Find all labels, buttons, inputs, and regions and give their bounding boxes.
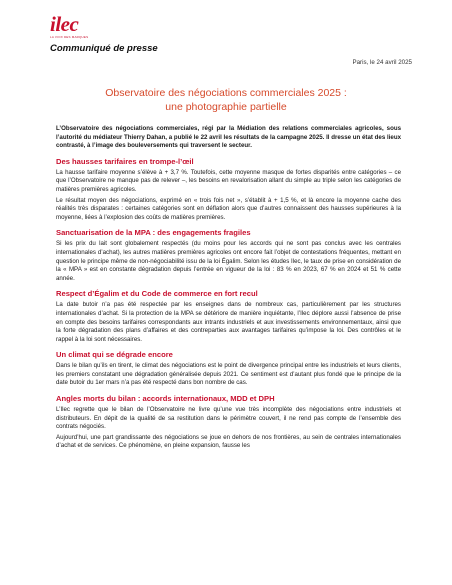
- section-paragraph: Aujourd’hui, une part grandissante des négociations se joue en dehors de nos frontières, au sein de centrales internationales d’achat et de services. Ce phénomène, en pleine expansion, fausse les: [56, 433, 401, 450]
- logo-wordmark: ilec: [50, 12, 79, 36]
- section-paragraph: Dans le bilan qu’ils en tirent, le climat des négociations est le point de divergence principal entre les industriels et leurs clients, les premiers constatant une dégradation généralisée depuis 2021. Ce sentiment est d’autant plus fondé que le principe de la date butoir du 1er mars n’a pas été respecté dans bon nombre de cas.: [56, 362, 401, 387]
- section-heading: Respect d’Égalim et du Code de commerce en fort recul: [56, 289, 258, 299]
- section-heading: Sanctuarisation de la MPA : des engagements fragiles: [56, 228, 251, 238]
- section-heading: Des hausses tarifaires en trompe-l’œil: [56, 156, 194, 166]
- logo-tagline: LA VOIX DES MARQUES: [50, 35, 89, 39]
- section-paragraph: L’Ilec regrette que le bilan de l’Observatoire ne livre qu’une vue très incomplète des négociations entre industriels et distributeurs. En dépit de la qualité de sa restitution dans le périmètre couvert, il ne rend pas compte de l’ensemble des contrats négociés.: [56, 406, 401, 431]
- title-line-2: une photographie partielle: [165, 101, 287, 113]
- document-body: [56, 125, 401, 453]
- section-paragraph: La date butoir n’a pas été respectée par les enseignes dans de nombreux cas, particulièrement par les structures internationales d’achat. Si la protection de la MPA se détériore de manière inquiétante, l’Ilec déplore aussi l’absence de prise en compte des besoins tarifaires correspondants aux intrants industriels et aux investissements environnementaux, ainsi que la forte dégradation des plans d’affaires et des contreparties aux avantages tarifaires qu’impose la loi. Des contrôles et le rappel à la loi sont nécessaires.: [56, 301, 401, 343]
- title-line-1: Observatoire des négociations commerciales 2025 :: [105, 87, 347, 99]
- intro-paragraph: L’Observatoire des négociations commerciales, régi par la Médiation des relations commerciales agricoles, sous l’autorité du médiateur Thierry Dahan, a publié le 22 avril les résultats de la campagne 2025. Il dresse un état des lieux contrasté, à l’image des bouleversements qui traversent le secteur.: [56, 125, 401, 150]
- section-heading: Angles morts du bilan : accords internationaux, MDD et DPH: [56, 394, 275, 404]
- section-paragraph: La hausse tarifaire moyenne s’élève à + 3,7 %. Toutefois, cette moyenne masque de fortes disparités entre catégories – ce que l’Observatoire ne manque pas de relever –, les besoins en revalorisation allant du simple au triple selon les catégories de matières premières agricoles.: [56, 168, 401, 193]
- page-title: [60, 86, 392, 114]
- document-type: Communiqué de presse: [50, 43, 158, 54]
- section-paragraph: Si les prix du lait sont globalement respectés (du moins pour les accords qui ne sont pas conclus avec les centrales internationales d’achat), les autres matières premières agricoles ont encore fait l’objet de contestations fréquentes, mettant en question le principe même de non-négociabilité issu de la loi Égalim. Selon les études Ilec, le taux de prise en considération de la « MPA » est en constante dégradation depuis l’entrée en vigueur de la loi : 83 % en 2023, 67 % en 2024 et 51 % cette année.: [56, 240, 401, 282]
- section-paragraph: Le résultat moyen des négociations, exprimé en « trois fois net », s’établit à + 1,5 %, et là encore la moyenne cache des réalités très disparates : certaines catégories sont en déflation alors que d’autres connaissent des hausses supérieures à la moyenne, liées à l’explosion des coûts de matières premières.: [56, 196, 401, 221]
- section-heading: Un climat qui se dégrade encore: [56, 350, 173, 360]
- dateline: Paris, le 24 avril 2025: [352, 59, 412, 66]
- ilec-logo: [50, 14, 92, 40]
